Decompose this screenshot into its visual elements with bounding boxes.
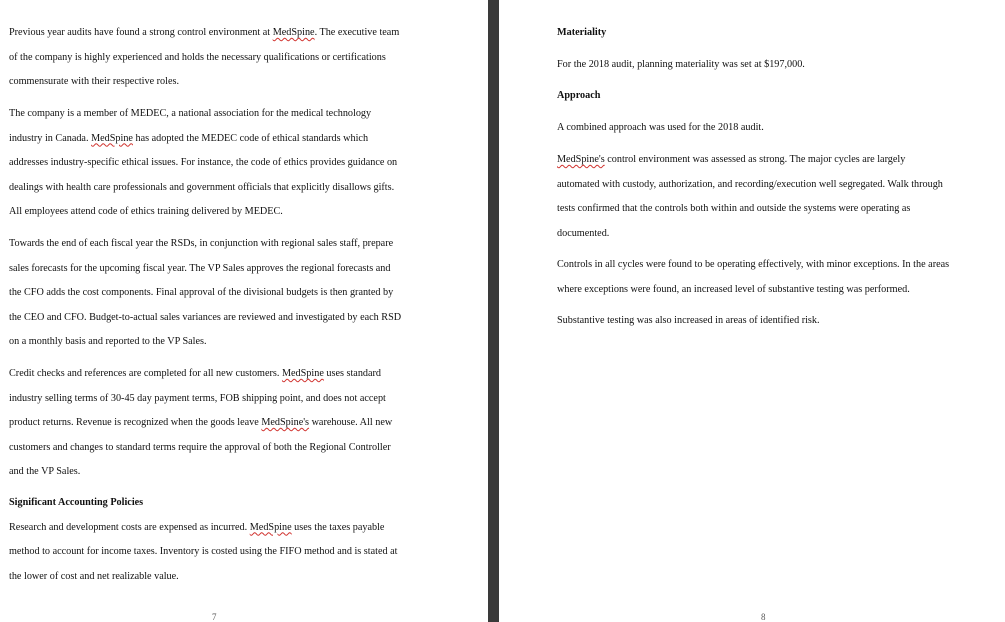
paragraph-credit-checks (9, 362, 449, 485)
paragraph-control-environment (9, 21, 449, 95)
text-line: the CEO and CFO. Budget-to-actual sales variances are reviewed and investigated by each RSD (9, 311, 402, 323)
text-line: of the company is highly experienced and holds the necessary qualifications or certifications (9, 51, 386, 63)
paragraph-controls-effective (557, 253, 997, 302)
text-span: industry in Canada. (9, 132, 92, 144)
text-line: customers and changes to standard terms require the approval of both the Regional Controller (9, 441, 391, 453)
page-gutter (488, 0, 499, 622)
paragraph-control-assessment (557, 148, 997, 246)
text-span: product returns. Revenue is recognized when the goods leave (9, 417, 262, 429)
text-line (9, 362, 449, 387)
text-line: where exceptions were found, an increased level of substantive testing was performed. (557, 283, 910, 295)
text-line: A combined approach was used for the 2018 audit. (557, 122, 764, 133)
text-line: commensurate with their respective roles. (9, 76, 180, 88)
spellcheck-word[interactable]: MedSpine's (557, 154, 605, 165)
text-line: Substantive testing was also increased in areas of identified risk. (557, 315, 820, 326)
page-number: 7 (212, 612, 217, 622)
text-span: warehouse. All new (309, 417, 393, 429)
text-span: Research and development costs are expensed as incurred. (9, 521, 250, 533)
text-span: Previous year audits have found a strong control environment at (9, 27, 273, 38)
text-span: has adopted the MEDEC code of ethical standards which (132, 132, 369, 144)
text-line (9, 21, 449, 46)
text-line: addresses industry-specific ethical issues. For instance, the code of ethics provides guidance on (9, 157, 398, 169)
text-line: tests confirmed that the controls both within and outside the systems were operating as (557, 203, 911, 215)
text-line (9, 516, 449, 541)
page-8 (499, 0, 1005, 622)
text-line: the CFO adds the cost components. Final approval of the divisional budgets is then granted by (9, 287, 394, 299)
text-line: Controls in all cycles were found to be operating effectively, with minor exceptions. In the areas (557, 259, 950, 270)
paragraph-sales-forecasts (9, 232, 449, 355)
section-heading: Materiality (557, 27, 607, 38)
text-span: uses the taxes payable (291, 521, 385, 533)
paragraph-medec (9, 102, 449, 225)
text-line: and the VP Sales. (9, 466, 81, 478)
spellcheck-word[interactable]: MedSpine (281, 368, 324, 379)
text-line (9, 411, 449, 436)
text-span: control environment was assessed as strong. The major cycles are largely (604, 154, 906, 165)
text-line: All employees attend code of ethics training delivered by MEDEC. (9, 206, 283, 218)
text-line: The company is a member of MEDEC, a national association for the medical technology (9, 108, 372, 119)
text-line: dealings with health care professionals and government officials that explicitly disallows gifts. (9, 181, 395, 193)
page-number: 8 (761, 612, 766, 622)
text-line: Towards the end of each fiscal year the RSDs, in conjunction with regional sales staff, prepare (9, 238, 394, 249)
spellcheck-word[interactable]: MedSpine (91, 132, 133, 144)
paragraph-materiality (557, 53, 997, 78)
spellcheck-word[interactable]: MedSpine (249, 521, 292, 533)
text-line: industry selling terms of 30-45 day payment terms, FOB shipping point, and does not accept (9, 392, 386, 404)
text-line: For the 2018 audit, planning materiality was set at $197,000. (557, 59, 805, 70)
text-line (9, 127, 449, 152)
spellcheck-word[interactable]: MedSpine (272, 27, 315, 38)
section-heading: Significant Accounting Policies (9, 497, 144, 508)
section-heading: Approach (557, 90, 601, 101)
paragraph-approach (557, 116, 997, 141)
paragraph-substantive-testing (557, 309, 997, 334)
text-span: uses standard (323, 368, 382, 379)
text-line: automated with custody, authorization, and recording/execution well segregated. Walk through (557, 178, 943, 190)
text-span: . The executive team (314, 27, 400, 38)
section-accounting-policies (9, 491, 449, 589)
text-line: method to account for income taxes. Inventory is costed using the FIFO method and is stated at (9, 546, 398, 558)
section-approach (557, 84, 997, 109)
text-line: on a monthly basis and reported to the VP Sales. (9, 336, 207, 348)
text-line (557, 148, 997, 173)
text-line: sales forecasts for the upcoming fiscal year. The VP Sales approves the regional forecasts and (9, 262, 391, 274)
section-materiality (557, 21, 997, 46)
page-7 (0, 0, 488, 622)
text-line: the lower of cost and net realizable value. (9, 570, 179, 582)
spellcheck-word[interactable]: MedSpine's (261, 417, 310, 429)
text-span: Credit checks and references are completed for all new customers. (9, 368, 282, 379)
text-line: documented. (557, 227, 610, 239)
